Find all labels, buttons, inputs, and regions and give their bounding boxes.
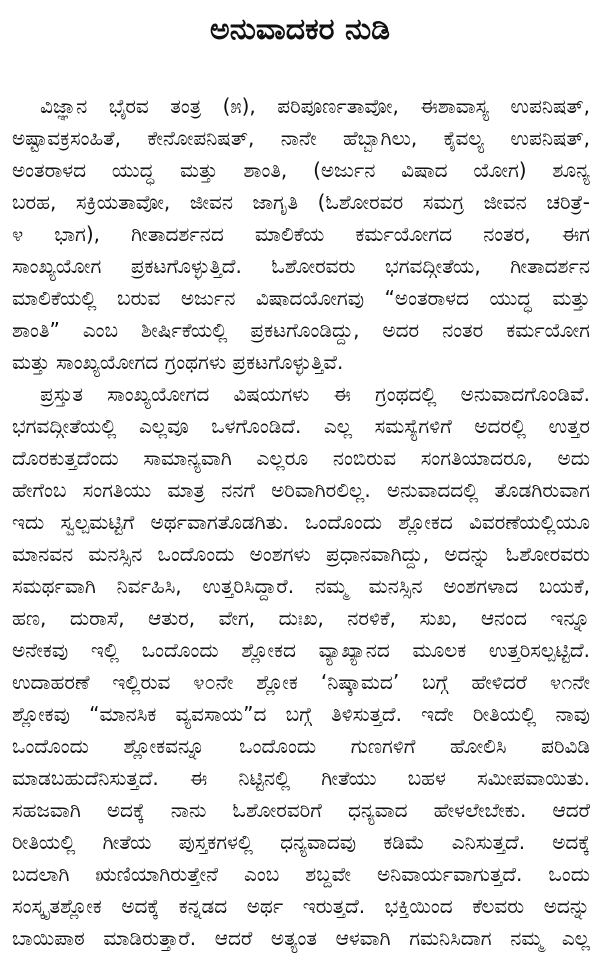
text-line: ಉದಾಹರಣೆ ಇಲ್ಲಿರುವ ೪೦ನೇ ಶ್ಲೋಕ ‘ನಿಷ್ಕಾಮದ’ ಬಗ್ಗೆ ಹೇಳಿದರೆ ೪೧ನೇ [12, 670, 590, 694]
text-line: ಸಾಂಖ್ಯಯೋಗ ಪ್ರಕಟಗೊಳ್ಳುತ್ತಿದೆ. ಓಶೋರವರು ಭಗವದ್ಗೀತೆಯ, ಗೀತಾದರ್ಶನ [12, 254, 590, 278]
paragraph-2 [12, 378, 590, 954]
text-line: ಮಾಡಬಹುದೆನಿಸುತ್ತದೆ. ಈ ನಿಟ್ಟಿನಲ್ಲಿ ಗೀತೆಯು ಬಹಳ ಸಮೀಪವಾಯಿತು. [12, 766, 590, 790]
text-line: ಪ್ರಸ್ತುತ ಸಾಂಖ್ಯಯೋಗದ ವಿಷಯಗಳು ಈ ಗ್ರಂಥದಲ್ಲಿ ಅನುವಾದಗೊಂಡಿವೆ. [40, 382, 590, 406]
text-line: ಒಂದೊಂದು ಶ್ಲೋಕವನ್ನೂ ಒಂದೊಂದು ಗುಣಗಳಿಗೆ ಹೋಲಿಸಿ ಪರಿವಿಡಿ [12, 734, 590, 758]
text-line: ಮತ್ತು ಸಾಂಖ್ಯಯೋಗದ ಗ್ರಂಥಗಳು ಪ್ರಕಟಗೊಳ್ಳುತ್ತಿವೆ. [12, 350, 344, 374]
document-body [12, 90, 590, 954]
text-line: ಶ್ಲೋಕವು “ಮಾನಸಿಕ ವ್ಯವಸಾಯ”ದ ಬಗ್ಗೆ ತಿಳಿಸುತ್ತದೆ. ಇದೇ ರೀತಿಯಲ್ಲಿ ನಾವು [12, 702, 590, 726]
text-line: ಅಂತರಾಳದ ಯುದ್ಧ ಮತ್ತು ಶಾಂತಿ, (ಅರ್ಜುನ ವಿಷಾದ ಯೋಗ) ಶೂನ್ಯ [12, 158, 590, 182]
text-line: ವಿಜ್ಞಾನ ಭೈರವ ತಂತ್ರ (೫), ಪರಿಪೂರ್ಣತಾವೋ, ಈಶಾವಾಸ್ಯ ಉಪನಿಷತ್, [40, 94, 590, 118]
text-line: ಬದಲಾಗಿ ಋಣಿಯಾಗಿರುತ್ತೇನೆ ಎಂಬ ಶಬ್ದವೇ ಅನಿವಾರ್ಯವಾಗುತ್ತದೆ. ಒಂದು [12, 862, 590, 886]
text-line: ದೊರಕುತ್ತದೆಂದು ಸಾಮಾನ್ಯವಾಗಿ ಎಲ್ಲರೂ ನಂಬಿರುವ ಸಂಗತಿಯಾದರೂ, ಅದು [12, 446, 590, 470]
text-line: ಹೇಗೆಂಬ ಸಂಗತಿಯು ಮಾತ್ರ ನನಗೆ ಅರಿವಾಗಿರಲಿಲ್ಲ. ಅನುವಾದದಲ್ಲಿ ತೊಡಗಿರುವಾಗ [12, 478, 590, 502]
text-line: ಹಣ, ದುರಾಸೆ, ಆತುರ, ವೇಗ, ದುಃಖ, ನರಳಿಕೆ, ಸುಖ, ಆನಂದ ಇನ್ನೂ [12, 606, 590, 630]
text-line: ಇದು ಸ್ವಲ್ಪಮಟ್ಟಿಗೆ ಅರ್ಥವಾಗತೊಡಗಿತು. ಒಂದೊಂದು ಶ್ಲೋಕದ ವಿವರಣೆಯಲ್ಲಿಯೂ [12, 510, 590, 534]
text-line: ಸಹಜವಾಗಿ ಅದಕ್ಕೆ ನಾನು ಓಶೋರವರಿಗೆ ಧನ್ಯವಾದ ಹೇಳಲೇಬೇಕು. ಆದರೆ [12, 798, 590, 822]
page-title: ಅನುವಾದಕರ ನುಡಿ [209, 12, 391, 47]
text-line: ಅನೇಕವು ಇಲ್ಲಿ ಒಂದೊಂದು ಶ್ಲೋಕದ ವ್ಯಾಖ್ಯಾನದ ಮೂಲಕ ಉತ್ತರಿಸಲ್ಪಟ್ಟಿದೆ. [12, 638, 590, 662]
text-line: ೪ ಭಾಗ), ಗೀತಾದರ್ಶನದ ಮಾಲಿಕೆಯ ಕರ್ಮಯೋಗದ ನಂತರ, ಈಗ [12, 222, 590, 246]
text-line: ಸಂಸ್ಕೃತಶ್ಲೋಕ ಅದಕ್ಕೆ ಕನ್ನಡದ ಅರ್ಥ ಇರುತ್ತದೆ. ಭಕ್ತಿಯಿಂದ ಕೆಲವರು ಅದನ್ನು [12, 894, 590, 918]
paragraph-1 [12, 90, 590, 378]
text-line: ಬರಹ, ಸಕ್ರಿಯತಾವೋ, ಜೀವನ ಜಾಗೃತಿ (ಓಶೋರವರ ಸಮಗ್ರ ಜೀವನ ಚರಿತ್ರೆ- [12, 190, 590, 214]
text-line: ಅಷ್ಟಾವಕ್ರಸಂಹಿತೆ, ಕೇನೋಪನಿಷತ್, ನಾನೇ ಹೆಬ್ಬಾಗಿಲು, ಕೈವಲ್ಯ ಉಪನಿಷತ್, [12, 126, 590, 150]
text-line: ಶಾಂತಿ” ಎಂಬ ಶೀರ್ಷಿಕೆಯಲ್ಲಿ ಪ್ರಕಟಗೊಂಡಿದ್ದು, ಅದರ ನಂತರ ಕರ್ಮಯೋಗ [12, 318, 590, 342]
text-line: ಮಾನವನ ಮನಸ್ಸಿನ ಒಂದೊಂದು ಅಂಶಗಳು ಪ್ರಧಾನವಾಗಿದ್ದು, ಅದನ್ನು ಓಶೋರವರು [12, 542, 590, 566]
text-line: ಬಾಯಿಪಾಠ ಮಾಡಿರುತ್ತಾರೆ. ಆದರೆ ಅತ್ಯಂತ ಆಳವಾಗಿ ಗಮನಿಸಿದಾಗ ನಮ್ಮ ಎಲ್ಲ [12, 926, 590, 950]
text-line: ರೀತಿಯಲ್ಲಿ ಗೀತೆಯ ಪುಸ್ತಕಗಳಲ್ಲಿ ಧನ್ಯವಾದವು ಕಡಿಮೆ ಎನಿಸುತ್ತದೆ. ಅದಕ್ಕೆ [12, 830, 590, 854]
text-line: ಸಮರ್ಥವಾಗಿ ನಿರ್ವಹಿಸಿ, ಉತ್ತರಿಸಿದ್ದಾರೆ. ನಮ್ಮ ಮನಸ್ಸಿನ ಅಂಶಗಳಾದ ಬಯಕೆ, [12, 574, 590, 598]
text-line: ಮಾಲಿಕೆಯಲ್ಲಿ ಬರುವ ಅರ್ಜುನ ವಿಷಾದಯೋಗವು “ಅಂತರಾಳದ ಯುದ್ಧ ಮತ್ತು [12, 286, 590, 310]
text-line: ಭಗವದ್ಗೀತೆಯಲ್ಲಿ ಎಲ್ಲವೂ ಒಳಗೊಂಡಿದೆ. ಎಲ್ಲ ಸಮಸ್ಯೆಗಳಿಗೆ ಅದರಲ್ಲಿ ಉತ್ತರ [12, 414, 590, 438]
